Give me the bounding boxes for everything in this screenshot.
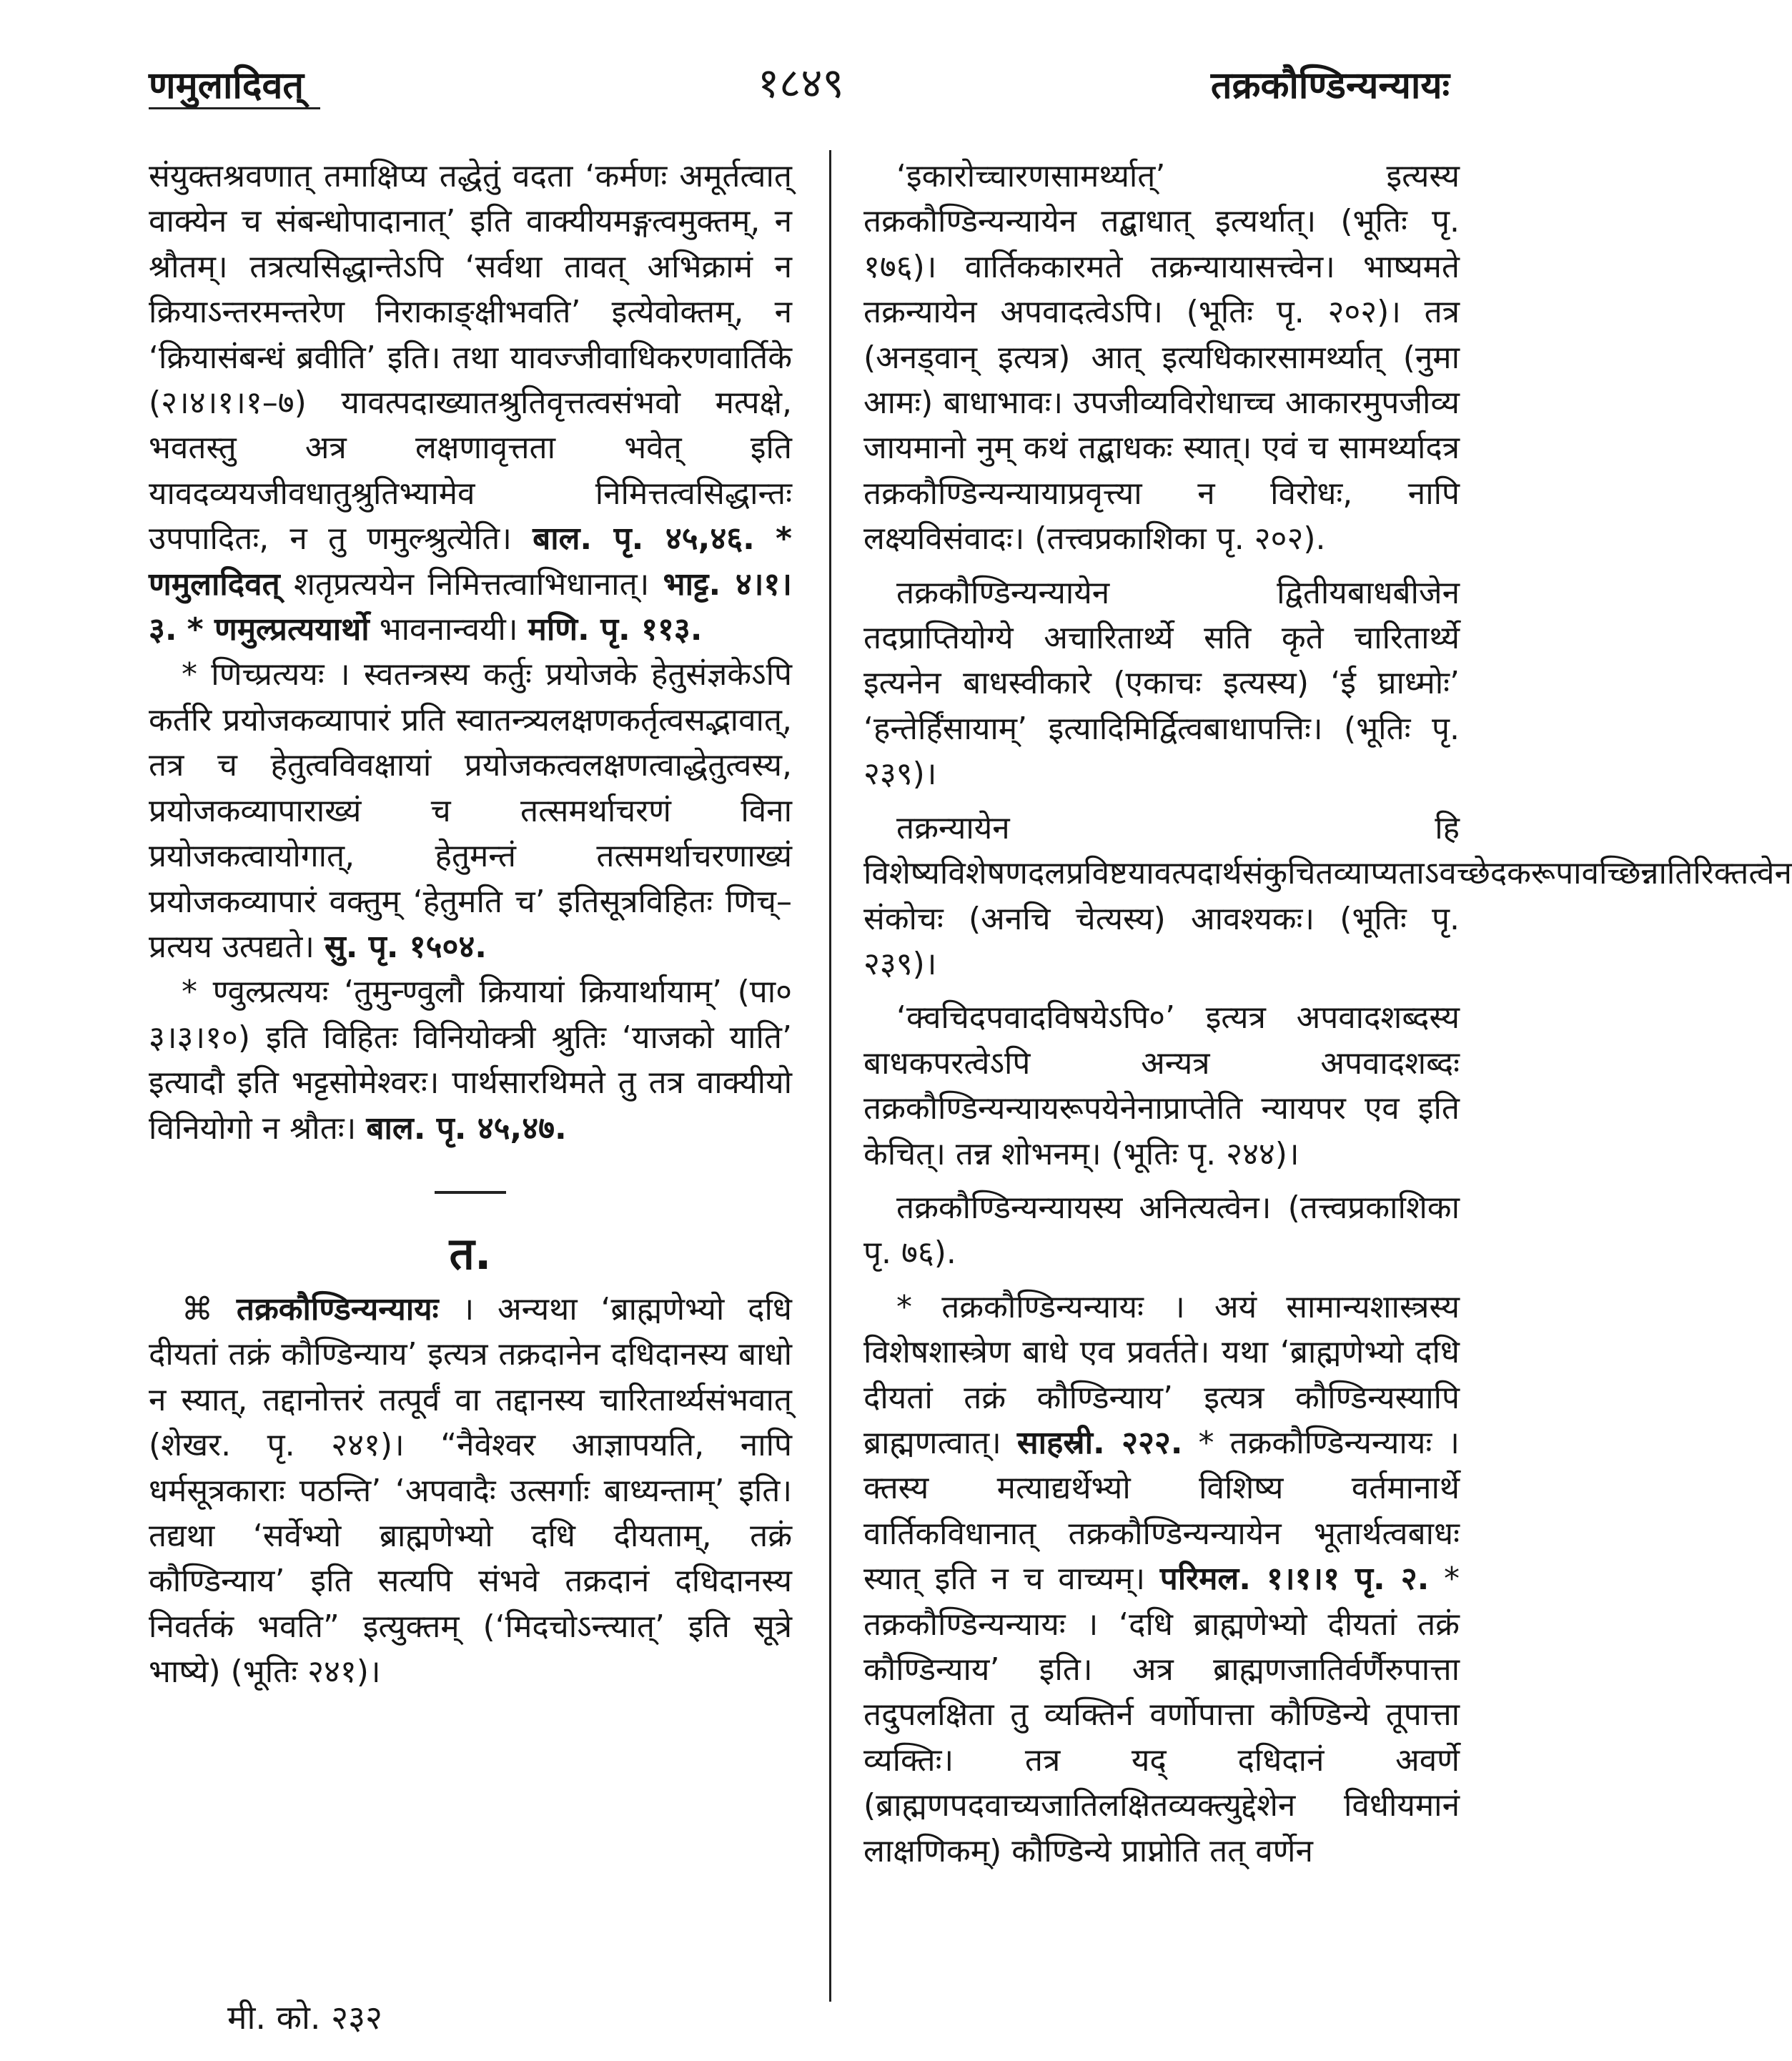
right-paragraph-1: ‘इकारोच्चारणसामर्थ्यात्’ इत्यस्य तक्रकौण्डिन्यन्यायेन तद्बाधात् इत्यर्थात्। (भूतिः पृ. १७६)। वार्तिककारमते तक्रन्यायासत्त्वेन। भाष्यमते तक्रन्यायेन अपवादत्वेऽपि। (भूतिः पृ. २०२)। तत्र (अनड्वान् इत्यत्र) आत् इत्यधिकारसामर्थ्यात् (नुमा आमः) बाधाभावः। उपजीव्यविरोधाच्च आकारमुपजीव्य जायमानो नुम् कथं तद्बाधकः स्यात्। एवं च सामर्थ्यादत्र तक्रकौण्डिन्यन्यायाप्रवृत्त्या न विरोधः, नापि लक्ष्यविसंवादः। (तत्त्वप्रकाशिका पृ. २०२). [863, 158, 1460, 558]
entry-head: * णमुलादिवत् [149, 520, 792, 603]
left-paragraph-1: संयुक्तश्रवणात् तमाक्षिप्य तद्धेतुं वदता ‘कर्मणः अमूर्तत्वात् वाक्येन च संबन्धोपादानात्’ इति वाक्यीयमङ्गत्वमुक्तम्, न श्रौतम्। तत्रत्यसिद्धान्तेऽपि ‘सर्वथा तावत् अभिक्रामं न क्रियाऽन्तरमन्तरेण निराकाङ्क्षीभवति’ इत्येवोक्तम्, न ‘क्रियासंबन्धं ब्रवीति’ इति। तथा यावज्जीवाधिकरणवार्तिके (२।४।१।१–७) यावत्पदाख्यातश्रुतिवृत्तत्वसंभवो मत्पक्षे, भवतस्तु अत्र लक्षणावृत्तता भवेत् इति यावदव्ययजीवधातुश्रुतिभ्यामेव निमित्तत्वसिद्धान्तः उपपादितः, न तु णमुल्श्रुत्येति। बाल. पृ. ४५,४६. * णमुलादिवत् शतृप्रत्ययेन निमित्तत्वाभिधानात्। भाट्ट. ४।१।३. * णमुल्प्रत्ययार्थो भावनान्वयी। मणि. पृ. ११३. [149, 158, 792, 648]
reference: साहस्री. २२२. [1016, 1424, 1183, 1461]
section-marker-icon: ⌘ [182, 1290, 237, 1328]
right-paragraph-5: तक्रकौण्डिन्यन्यायस्य अनित्यत्वेन। (तत्त्वप्रकाशिका पृ. ७६). [863, 1189, 1460, 1272]
reference: मणि. पृ. ११३. [528, 611, 703, 648]
page-header [0, 0, 1541, 122]
header-right-keyword: तक्रकौण्डिन्यन्यायः [1210, 64, 1450, 107]
right-paragraph-6: * तक्रकौण्डिन्यन्यायः । अयं सामान्यशास्त्रस्य विशेषशास्त्रेण बाधे एव प्रवर्तते। यथा ‘ब्राह्मणेभ्यो दधि दीयतां तक्रं कौण्डिन्याय’ इत्यत्र कौण्डिन्यस्यापि ब्राह्मणत्वात्। साहस्री. २२२. * तक्रकौण्डिन्यन्यायः । क्तस्य मत्याद्यर्थेभ्यो विशिष्य वर्तमानार्थे वार्तिकविधानात् तक्रकौण्डिन्यन्यायेन भूतार्थत्वबाधः स्यात् इति न च वाच्यम्। परिमल. १।१।१ पृ. २. * तक्रकौण्डिन्यन्यायः । ‘दधि ब्राह्मणेभ्यो दीयतां तक्रं कौण्डिन्याय’ इति। अत्र ब्राह्मणजातिर्वर्णैरुपात्ता तदुपलक्षिता तु व्यक्तिर्न वर्णोपात्ता कौण्डिन्ये तूपात्ता व्यक्तिः। तत्र यद् दधिदानं अवर्णे (ब्राह्मणपदवाच्यजातिलक्षितव्यक्त्युद्देशेन विधीयमानं लाक्षणिकम्) कौण्डिन्ये प्राप्नोति तत् वर्णेन [863, 1288, 1460, 1869]
entry-head: * तक्रकौण्डिन्यन्यायः [896, 1288, 1144, 1325]
header-underline [149, 107, 320, 109]
left-paragraph-2: * णिच्प्रत्ययः । स्वतन्त्रस्य कर्तुः प्रयोजके हेतुसंज्ञकेऽपि कर्तरि प्रयोजकव्यापारं प्रति स्वातन्त्र्यलक्षणकर्तृत्वसद्भावात्, तत्र च हेतुत्वविवक्षायां प्रयोजकत्वलक्षणत्वाद्धेतुत्वस्य, प्रयोजकव्यापाराख्यं च तत्समर्थाचरणं विना प्रयोजकत्वायोगात्, हेतुमन्तं तत्समर्थाचरणाख्यं प्रयोजकव्यापारं वक्तुम् ‘हेतुमति च’ इतिसूत्रविहितः णिच्–प्रत्यय उत्पद्यते। सु. पृ. १५०४. [149, 656, 792, 965]
section-letter: त. [449, 1227, 492, 1280]
left-paragraph-4: ⌘ तक्रकौण्डिन्यन्यायः । अन्यथा ‘ब्राह्मणेभ्यो दधि दीयतां तक्रं कौण्डिन्याय’ इत्यत्र तक्रदानेन दधिदानस्य बाधो न स्यात्, तद्दानोत्तरं तत्पूर्वं वा तद्दानस्य चारितार्थ्यसंभवात् (शेखर. पृ. २४१)। “नैवेश्वर आज्ञापयति, नापि धर्मसूत्रकाराः पठन्ति’ ‘अपवादैः उत्सर्गाः बाध्यन्ताम्’ इति। तद्यथा ‘सर्वेभ्यो ब्राह्मणेभ्यो दधि दीयताम्, तक्रं कौण्डिन्याय’ इति सत्यपि संभवे तक्रदानं दधिदानस्य निवर्तकं भवति” इत्युक्तम् (‘मिदचोऽन्त्यात्’ इति सूत्रे भाष्ये) (भूतिः २४१)। [149, 1290, 792, 1691]
left-paragraph-3: * ण्वुल्प्रत्ययः ‘तुमुन्ण्वुलौ क्रियायां क्रियार्थायाम्’ (पा० ३।३।१०) इति विहितः विनियोक्त्री श्रुतिः ‘याजको याति’ इत्यादौ इति भट्टसोमेश्वरः। पार्थसारथिमते तु तत्र वाक्यीयो विनियोगो न श्रौतः। बाल. पृ. ४५,४७. [149, 974, 792, 1147]
header-left-keyword: णमुलादिवत् [149, 64, 305, 107]
reference: सु. पृ. १५०४. [324, 928, 487, 965]
entry-head: * णमुल्प्रत्ययार्थो [187, 611, 370, 648]
reference: परिमल. १।१।१ पृ. २. [1159, 1561, 1430, 1598]
left-column [149, 154, 792, 1695]
entry-head: तक्रकौण्डिन्यन्यायः [236, 1290, 439, 1328]
entry-head: * तक्रकौण्डिन्यन्यायः [863, 1561, 1460, 1643]
right-paragraph-3: तक्रन्यायेन हि विशेष्यविशेषणदलप्रविष्टयावत्पदार्थसंकुचितव्याप्यताऽवच्छेदकरूपावच्छिन्नातिरिक्तत्वेन संकोचः (अनचि चेत्यस्य) आवश्यकः। (भूतिः पृ. २३९)। [863, 809, 1792, 982]
right-column [863, 154, 1792, 1874]
entry-head: * ण्वुल्प्रत्ययः [182, 974, 329, 1011]
page-number: १८४९ [758, 59, 844, 107]
reference: बाल. पृ. ४५,४७. [366, 1109, 567, 1147]
right-paragraph-4: ‘क्वचिदपवादविषयेऽपि०’ इत्यत्र अपवादशब्दस्य बाधकपरत्वेऽपि अन्यत्र अपवादशब्दः तक्रकौण्डिन्यन्यायरूपयेनेनाप्राप्तेति न्यायपर एव इति केचित्। तन्न शोभनम्। (भूतिः पृ. २४४)। [863, 999, 1460, 1172]
section-rule [435, 1191, 506, 1194]
reference: भाट्ट. ४।१।३. [149, 565, 792, 648]
page-footer-signature: मी. को. २३२ [227, 1998, 382, 2037]
right-paragraph-2: तक्रकौण्डिन्यन्यायेन द्वितीयबाधबीजेन तदप्राप्तियोग्ये अचारितार्थ्ये सति कृते चारितार्थ्ये इत्यनेन बाधस्वीकारे (एकाचः इत्यस्य) ‘ई घ्राध्मोः’ ‘हन्तेर्हिंसायाम्’ इत्यादिमिर्द्वित्वबाधापत्तिः। (भूतिः पृ. २३९)। [863, 574, 1460, 793]
reference: बाल. पृ. ४५,४६. [533, 520, 755, 558]
entry-head: * तक्रकौण्डिन्यन्यायः [1198, 1424, 1432, 1461]
column-divider [829, 150, 831, 2002]
entry-head: * णिच्प्रत्ययः [182, 656, 325, 693]
